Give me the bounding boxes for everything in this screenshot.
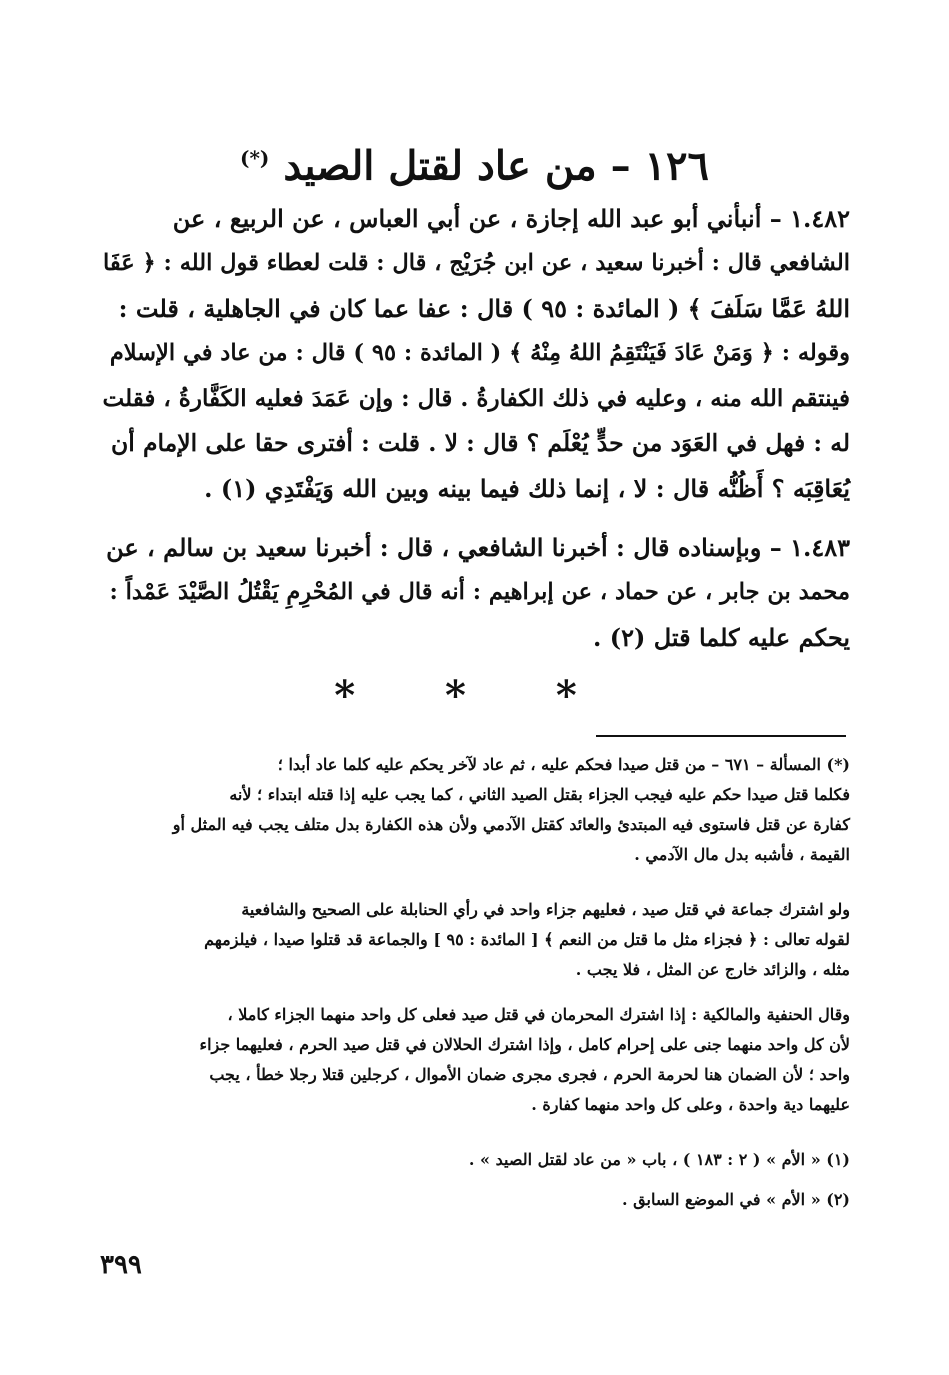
text-line: يُعَاقِبَه ؟ أَظُنُّه قال : لا ، إنما ذلك فيما بينه وبين الله وَيَفْتَدِي (١) .: [204, 474, 850, 503]
text-line: يحكم عليه كلما قتل (٢) .: [593, 623, 850, 652]
text-line: له : فهل في العَوَد من حدٍّ يُعْلَم ؟ قال : لا . قلت : أفترى حقا على الإمام أن: [111, 429, 850, 457]
text-line: الشافعي قال : أخبرنا سعيد ، عن ابن جُرَيْج ، قال : قلت لعطاء قول الله : ﴿ عَفَا: [103, 250, 850, 276]
note-hanafi-maliki: [100, 1000, 850, 1120]
note-line: واحد ؛ لأن الضمان هنا لحرمة الحرم ، فجرى مجرى ضمان الأموال ، كرجلين قتلا رجلا خطأ ، يجب: [209, 1065, 850, 1084]
footnote-2: (٢) « الأم » في الموضع السابق .: [622, 1190, 850, 1209]
text-line: فينتقم الله منه ، وعليه في ذلك الكفارةُ . قال : وإن عَمَدَ فعليه الكَفَّارةُ ، فقلت: [102, 385, 850, 412]
text-line: ١.٤٨٢ – أنبأني أبو عبد الله إجازة ، عن أبي العباس ، عن الربيع ، عن: [172, 204, 850, 233]
chapter-title: [0, 128, 949, 196]
text-line: اللهُ عَمَّا سَلَفَ ﴾ ( المائدة : ٩٥ ) قال : عفا عما كان في الجاهلية ، قلت :: [118, 294, 850, 323]
page-number: ٣٩٩: [100, 1250, 142, 1280]
note-line: (*) المسألة – ٦٧١ – من قتل صيدا فحكم عليه ، ثم عاد لآخر يحكم عليه كلما عاد أبدا ؛: [277, 755, 850, 774]
chapter-title-note-mark: (*): [240, 146, 270, 170]
note-line: عليهما دية واحدة ، وعلى كل واحد منهما كفارة .: [531, 1095, 850, 1114]
note-line: لأن كل واحد منهما جنى على إحرام كامل ، وإذا اشترك الحلالان في قتل صيد الحرم ، فعليهما جزاء: [199, 1035, 850, 1054]
hadith-483-paragraph: [100, 525, 850, 660]
footnote-1: (١) « الأم » ( ٢ : ١٨٣ ) ، باب « من عاد لقتل الصيد » .: [468, 1150, 850, 1169]
section-separator: * * *: [334, 672, 615, 719]
note-line: القيمة ، فأشبه بدل مال الآدمي .: [634, 845, 850, 864]
note-line: فكلما قتل صيدا حكم عليه فيجب الجزاء بقتل الصيد الثاني ، كما يجب عليه إذا قتله ابتداء ؛ لأنه: [229, 785, 850, 804]
chapter-title-text: ١٢٦ – من عاد لقتل الصيد: [283, 142, 709, 190]
note-line: لقوله تعالى : ﴿ فجزاء مثل ما قتل من النعم ﴾ [ المائدة : ٩٥ ] والجماعة قد قتلوا صيدا ، فيلزمهم: [204, 930, 850, 949]
footnote-divider: [596, 735, 846, 737]
note-line: مثله ، والزائد خارج عن المثل ، فلا يجب .: [575, 960, 850, 979]
note-masala-671: [100, 750, 850, 870]
text-line: وقوله : ﴿ وَمَنْ عَادَ فَيَنْتَقِمُ اللهُ مِنْهُ ﴾ ( المائدة : ٩٥ ) قال : من عاد في الإسلام: [109, 340, 850, 366]
note-group-hunting: [100, 895, 850, 985]
note-line: وقال الحنفية والمالكية : إذا اشترك المحرمان في قتل صيد فعلى كل واحد منهما الجزاء كاملا ،: [227, 1005, 850, 1024]
note-line: ولو اشترك جماعة في قتل صيد ، فعليهم جزاء واحد في رأي الحنابلة على الصحيح والشافعية: [241, 900, 850, 919]
text-line: محمد بن جابر ، عن حماد ، عن إبراهيم : أنه قال في المُحْرِمِ يَقْتُلُ الصَّيْدَ عَمْداً :: [109, 579, 850, 605]
hadith-482-paragraph: [100, 196, 850, 511]
text-line: ١.٤٨٣ – وبإسناده قال : أخبرنا الشافعي ، قال : أخبرنا سعيد بن سالم ، عن: [106, 533, 850, 562]
note-line: كفارة عن قتل فاستوى فيه المبتدئ والعائد كقتل الآدمي ولأن هذه الكفارة بدل متلف يجب فيه المثل أو: [172, 815, 850, 834]
